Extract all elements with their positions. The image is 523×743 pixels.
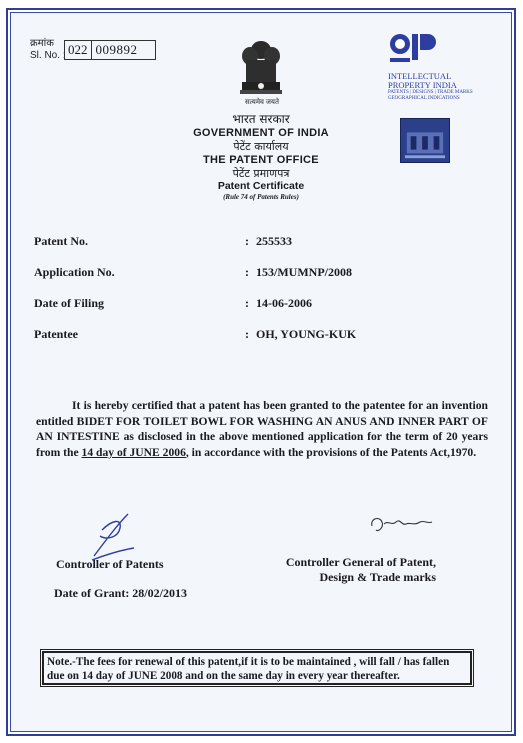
serial-prefix: 022 bbox=[65, 41, 92, 59]
emblem-motto: सत्यमेव जयते bbox=[245, 98, 279, 106]
body-term-date: 14 day of JUNE 2006 bbox=[81, 445, 186, 459]
field-value-date-of-filing: 14-06-2006 bbox=[256, 296, 312, 310]
header-certificate: Patent Certificate bbox=[217, 180, 305, 192]
controller-general bbox=[276, 555, 436, 585]
header-hindi-certificate: पेटेंट प्रमाणपत्र bbox=[232, 167, 290, 180]
ip-india-text bbox=[388, 72, 498, 102]
date-of-grant: Date of Grant: 28/02/2013 bbox=[54, 586, 187, 600]
field-label-application-no: Application No. bbox=[34, 265, 115, 279]
field-colon: : bbox=[245, 296, 249, 310]
patent-office-building-icon bbox=[400, 118, 450, 163]
field-colon: : bbox=[245, 265, 249, 279]
serial-number: 009892 bbox=[95, 42, 138, 57]
field-label-patent-no: Patent No. bbox=[34, 234, 88, 248]
body-part-1: It is hereby certified that a patent has been granted to the patentee for an invention entitled BIDET FOR TOILET BOWL FOR WASHING AN ANUS AND INNER PART OF AN INTESTINE as disclosed in the above mentioned application for the term of 20 years from the bbox=[36, 399, 488, 459]
renewal-note: Note.-The fees for renewal of this patent,if it is to be maintained , will fall / has fallen due on 14 day of JUNE 2008 and on the same day in every year thereafter. bbox=[42, 651, 472, 685]
ip-india-logo-icon bbox=[388, 32, 436, 66]
field-colon: : bbox=[245, 234, 249, 248]
header-hindi-office: पेटेंट कार्यालय bbox=[233, 140, 289, 153]
serial-label-hindi: क्रमांक bbox=[30, 38, 54, 49]
header-hindi-government: भारत सरकार bbox=[232, 112, 290, 126]
certificate-body bbox=[36, 398, 488, 460]
header-government: GOVERNMENT OF INDIA bbox=[193, 127, 329, 139]
field-value-patent-no: 255533 bbox=[256, 234, 292, 248]
ipi-line-2: PROPERTY INDIA bbox=[388, 80, 457, 90]
ipi-line-4: GEOGRAPHICAL INDICATIONS bbox=[388, 96, 460, 101]
controller-general-line-1: Controller General of Patent, bbox=[285, 555, 436, 569]
field-value-patentee: OH, YOUNG-KUK bbox=[256, 327, 357, 341]
body-part-2: , in accordance with the provisions of the Patents Act,1970. bbox=[185, 445, 477, 459]
header-office: THE PATENT OFFICE bbox=[203, 154, 319, 166]
controller-signature-icon bbox=[88, 510, 138, 562]
field-colon: : bbox=[245, 327, 249, 341]
certificate-header bbox=[150, 112, 372, 202]
ipi-line-1: INTELLECTUAL bbox=[388, 71, 452, 81]
serial-label bbox=[30, 38, 66, 62]
header-rule: (Rule 74 of Patents Rules) bbox=[223, 193, 299, 201]
controller-of-patents: Controller of Patents bbox=[56, 557, 164, 571]
field-value-application-no: 153/MUMNP/2008 bbox=[256, 265, 352, 279]
serial-label-english: Sl. No. : bbox=[30, 50, 66, 61]
field-label-patentee: Patentee bbox=[34, 327, 78, 341]
serial-number-box bbox=[64, 40, 156, 60]
national-emblem-icon bbox=[232, 36, 290, 106]
controller-general-line-2: Design & Trade marks bbox=[319, 570, 436, 584]
controller-general-signature-icon bbox=[366, 512, 436, 536]
field-label-date-of-filing: Date of Filing bbox=[34, 296, 104, 310]
ipi-line-3: PATENTS | DESIGNS | TRADE MARKS bbox=[388, 90, 473, 95]
